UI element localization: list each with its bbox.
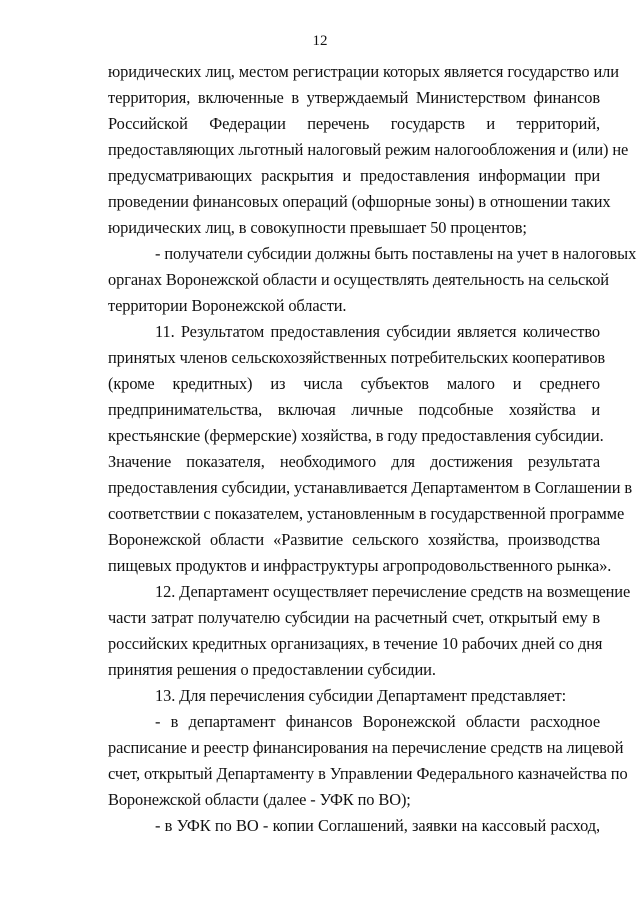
text-line: (кроме кредитных) из числа субъектов малого и среднего xyxy=(108,374,600,393)
text-line: предпринимательства, включая личные подсобные хозяйства и xyxy=(108,400,600,419)
text-line: Воронежской области «Развитие сельского хозяйства, производства xyxy=(108,530,600,549)
page-number: 12 xyxy=(312,33,328,49)
text-line: юридических лиц, местом регистрации которых является государство или xyxy=(108,62,619,81)
text-line: юридических лиц, в совокупности превышает 50 процентов; xyxy=(108,218,527,237)
text-line: предоставляющих льготный налоговый режим налогообложения и (или) не xyxy=(108,140,629,159)
text-line: - в департамент финансов Воронежской области расходное xyxy=(155,712,600,731)
text-line: органах Воронежской области и осуществлять деятельность на сельской xyxy=(108,270,609,289)
text-line: пищевых продуктов и инфраструктуры агропродовольственного рынка». xyxy=(108,556,612,575)
text-line: проведении финансовых операций (офшорные зоны) в отношении таких xyxy=(108,192,611,211)
text-line: соответствии с показателем, установленным в государственной программе xyxy=(108,504,625,523)
text-line: Российской Федерации перечень государств и территорий, xyxy=(108,114,600,133)
text-line: части затрат получателю субсидии на расчетный счет, открытый ему в xyxy=(108,608,600,627)
document-body xyxy=(108,59,637,839)
text-line: 12. Департамент осуществляет перечисление средств на возмещение xyxy=(155,582,631,601)
text-line: территории Воронежской области. xyxy=(108,296,347,315)
text-line: счет, открытый Департаменту в Управлении Федерального казначейства по xyxy=(108,764,628,783)
text-line: Значение показателя, необходимого для достижения результата xyxy=(108,452,600,471)
text-line: расписание и реестр финансирования на перечисление средств на лицевой xyxy=(108,738,624,757)
text-line: принятия решения о предоставлении субсидии. xyxy=(108,660,436,679)
text-line: предусматривающих раскрытия и предоставления информации при xyxy=(108,166,600,185)
text-line: территория, включенные в утверждаемый Министерством финансов xyxy=(108,88,600,107)
text-line: Воронежской области (далее - УФК по ВО); xyxy=(108,790,411,809)
text-line: - в УФК по ВО - копии Соглашений, заявки на кассовый расход, xyxy=(155,816,600,835)
text-line: предоставления субсидии, устанавливается Департаментом в Соглашении в xyxy=(108,478,633,497)
text-line: принятых членов сельскохозяйственных потребительских кооперативов xyxy=(108,348,606,367)
text-line: 11. Результатом предоставления субсидии является количество xyxy=(155,322,600,341)
text-line: российских кредитных организациях, в течение 10 рабочих дней со дня xyxy=(108,634,603,653)
text-line: 13. Для перечисления субсидии Департамент представляет: xyxy=(155,686,567,705)
text-line: - получатели субсидии должны быть поставлены на учет в налоговых xyxy=(155,244,637,263)
text-line: крестьянские (фермерские) хозяйства, в году предоставления субсидии. xyxy=(108,426,604,445)
